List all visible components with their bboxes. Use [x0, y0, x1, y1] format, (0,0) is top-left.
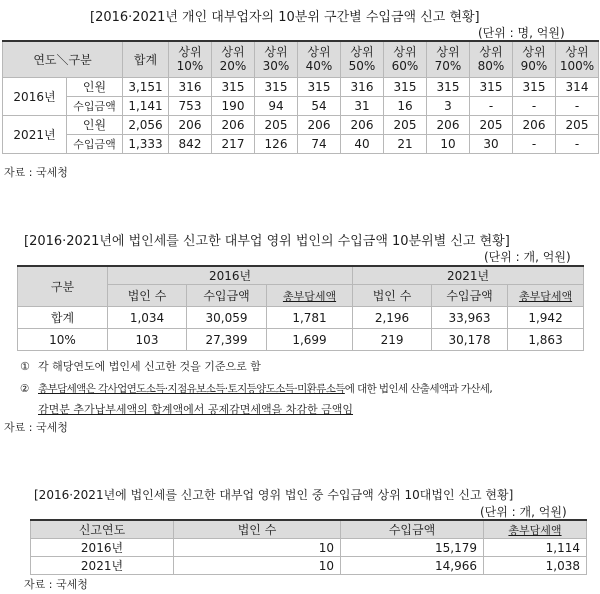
table1-year-cell: 2021년	[3, 115, 67, 153]
table1-cell: 206	[169, 115, 212, 134]
table1-cell: -	[556, 96, 599, 115]
table2-label-cell: 10%	[18, 329, 108, 351]
table1-header-cell: 상위 60%	[384, 41, 427, 77]
table1-cell: 1,141	[123, 96, 169, 115]
table2-note-1	[20, 358, 261, 374]
table2-year-header: 2016년	[108, 266, 353, 285]
table3-title: [2016·2021년에 법인세를 신고한 대부업 영위 법인 중 수입금액 상위 10대법인 신고 현황]	[34, 488, 514, 502]
table1-cell: 842	[169, 134, 212, 153]
table1-cell: 315	[212, 77, 255, 96]
table1-header-cell: 상위 10%	[169, 41, 212, 77]
table2-unit: (단위 : 개, 억원)	[484, 250, 571, 264]
table1-label-cell: 수입금액	[67, 134, 123, 153]
table1-cell: 206	[212, 115, 255, 134]
table1-header-row	[3, 41, 599, 77]
table2-cell: 1,781	[267, 307, 353, 329]
table2-cell: 1,863	[508, 329, 584, 351]
table1-cell: 315	[513, 77, 556, 96]
table-row	[31, 539, 587, 557]
table1-cell: 315	[384, 77, 427, 96]
table1-cell: 30	[470, 134, 513, 153]
table1-cell: 205	[384, 115, 427, 134]
table3-header-cell: 법인 수	[174, 520, 341, 539]
table-row	[3, 115, 599, 134]
table1-cell: 1,333	[123, 134, 169, 153]
table1-cell: 206	[513, 115, 556, 134]
table1-header-cell: 상위 30%	[255, 41, 298, 77]
table3-cell: 10	[174, 539, 341, 557]
table1-header-cell: 연도＼구분	[3, 41, 123, 77]
table3-cell: 15,179	[341, 539, 484, 557]
table1-cell: 54	[298, 96, 341, 115]
table2-cell: 30,059	[187, 307, 267, 329]
table3-header-cell: 신고연도	[31, 520, 174, 539]
table1-cell: 3,151	[123, 77, 169, 96]
table1-cell: 315	[470, 77, 513, 96]
table1-cell: 206	[341, 115, 384, 134]
note-marker: ①	[20, 360, 30, 373]
table3-cell: 10	[174, 557, 341, 575]
table2-cell: 1,699	[267, 329, 353, 351]
table1-header-cell: 상위 70%	[427, 41, 470, 77]
table2-label-cell: 합계	[18, 307, 108, 329]
table2-cell: 219	[353, 329, 432, 351]
table1-cell: 3	[427, 96, 470, 115]
table2-subheader-cell: 총부담세액	[508, 285, 584, 307]
table1-title: [2016·2021년 개인 대부업자의 10분위 구간별 수입금액 신고 현황]	[90, 10, 480, 25]
table1-cell: -	[556, 134, 599, 153]
table1-cell: 94	[255, 96, 298, 115]
table1-cell: 315	[255, 77, 298, 96]
table1-cell: -	[513, 96, 556, 115]
table3-header-cell: 수입금액	[341, 520, 484, 539]
table1-cell: 126	[255, 134, 298, 153]
table1-cell: 206	[298, 115, 341, 134]
table1-cell: 40	[341, 134, 384, 153]
table1-cell: 315	[298, 77, 341, 96]
table1-cell: 217	[212, 134, 255, 153]
table2-subheader-cell: 총부담세액	[267, 285, 353, 307]
table1-header-cell: 상위 90%	[513, 41, 556, 77]
table1-unit: (단위 : 명, 억원)	[478, 26, 565, 40]
table2-source: 자료 : 국세청	[4, 421, 68, 434]
table1-cell: 2,056	[123, 115, 169, 134]
table2-cell: 27,399	[187, 329, 267, 351]
note-text: 각 해당연도에 법인세 신고한 것을 기준으로 함	[38, 360, 261, 373]
table1-cell: -	[470, 96, 513, 115]
table2-cell: 33,963	[432, 307, 508, 329]
table1-header-cell: 상위 100%	[556, 41, 599, 77]
table3-cell: 1,114	[484, 539, 587, 557]
note-text: 에 대한 법인세 산출세액과 가산세,	[344, 383, 493, 395]
table1-cell: 753	[169, 96, 212, 115]
table2-subheader-cell: 법인 수	[353, 285, 432, 307]
table1	[2, 40, 599, 154]
table2-title: [2016·2021년에 법인세를 신고한 대부업 영위 법인의 수입금액 10분위별 신고 현황]	[24, 234, 510, 249]
table3-unit: (단위 : 개, 억원)	[480, 505, 567, 519]
note-underlined-term: 은 각사업연도소득·지점유보소득·토지등양도소득·미환류소득	[85, 383, 345, 395]
table2-group-header: 구분	[18, 266, 108, 307]
table-row	[3, 134, 599, 153]
table2-cell: 103	[108, 329, 187, 351]
table1-cell: 315	[427, 77, 470, 96]
table2-note-2	[20, 381, 492, 396]
table3-source: 자료 : 국세청	[24, 578, 88, 591]
table1-year-cell: 2016년	[3, 77, 67, 115]
table-row	[18, 329, 584, 351]
table1-cell: 205	[556, 115, 599, 134]
table2-subheader-cell: 수입금액	[187, 285, 267, 307]
table1-header-cell: 상위 20%	[212, 41, 255, 77]
table1-cell: 205	[470, 115, 513, 134]
table1-cell: 205	[255, 115, 298, 134]
table1-cell: 316	[341, 77, 384, 96]
table1-cell: 206	[427, 115, 470, 134]
table2	[17, 265, 584, 351]
table3-cell: 14,966	[341, 557, 484, 575]
table2-cell: 1,942	[508, 307, 584, 329]
table2-cell: 30,178	[432, 329, 508, 351]
table2-subheader-cell: 법인 수	[108, 285, 187, 307]
table1-label-cell: 인원	[67, 115, 123, 134]
table1-cell: 21	[384, 134, 427, 153]
table2-header-row	[18, 266, 584, 285]
table1-cell: 74	[298, 134, 341, 153]
table3-header-row	[31, 520, 587, 539]
table2-cell: 2,196	[353, 307, 432, 329]
table1-cell: 314	[556, 77, 599, 96]
table1-label-cell: 수입금액	[67, 96, 123, 115]
table1-cell: 190	[212, 96, 255, 115]
table2-cell: 1,034	[108, 307, 187, 329]
table2-year-header: 2021년	[353, 266, 584, 285]
table3	[30, 519, 587, 575]
table1-cell: 16	[384, 96, 427, 115]
table1-header-cell: 상위 40%	[298, 41, 341, 77]
table1-cell: -	[513, 134, 556, 153]
table3-cell: 1,038	[484, 557, 587, 575]
table-row	[3, 77, 599, 96]
table3-header-cell: 총부담세액	[484, 520, 587, 539]
table2-subheader-cell: 수입금액	[432, 285, 508, 307]
table1-cell: 10	[427, 134, 470, 153]
table-row	[3, 96, 599, 115]
table2-note-2-line-2	[38, 401, 353, 417]
table1-cell: 316	[169, 77, 212, 96]
table-row	[18, 307, 584, 329]
table1-label-cell: 인원	[67, 77, 123, 96]
note-text: 감면분 추가납부세액의 합계액에서 공제감면세액을 차감한 금액임	[38, 403, 354, 416]
table1-source: 자료 : 국세청	[4, 166, 68, 179]
table3-year-cell: 2021년	[31, 557, 174, 575]
table3-year-cell: 2016년	[31, 539, 174, 557]
note-marker: ②	[20, 383, 29, 395]
table-row	[31, 557, 587, 575]
table1-header-cell: 합계	[123, 41, 169, 77]
table1-header-cell: 상위 50%	[341, 41, 384, 77]
table1-cell: 31	[341, 96, 384, 115]
note-underlined-term: 총부담세액	[38, 383, 86, 395]
table1-header-cell: 상위 80%	[470, 41, 513, 77]
